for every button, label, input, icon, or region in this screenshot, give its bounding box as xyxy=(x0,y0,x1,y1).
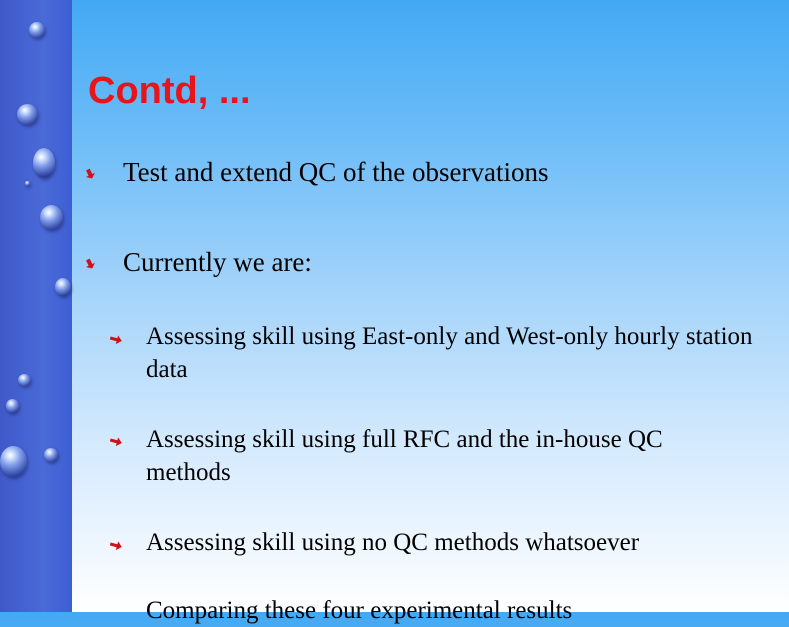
water-drop-icon xyxy=(17,104,38,125)
water-drop-icon xyxy=(40,205,63,230)
slide-title: Contd, ... xyxy=(88,70,251,112)
water-drop-icon xyxy=(29,22,45,38)
water-drop-icon xyxy=(55,278,71,296)
bullet-item: Currently we are: xyxy=(123,247,312,277)
sub-bullet-arrow-icon xyxy=(110,541,122,550)
water-drop-icon xyxy=(44,448,58,462)
water-drop-icon xyxy=(33,148,55,178)
sub-bullet-item: Assessing skill using no QC methods whatsoever xyxy=(146,529,640,556)
sub-bullet-item: Assessing skill using East-only and West-only hourly station data xyxy=(146,323,753,383)
decorative-sidebar xyxy=(0,0,72,612)
water-drop-icon xyxy=(18,374,31,386)
sub-bullet-item: Comparing these four experimental results xyxy=(146,597,573,624)
bullet-item: Test and extend QC of the observations xyxy=(123,157,549,187)
sub-bullet-arrow-icon xyxy=(110,335,122,344)
bullet-arrow-icon xyxy=(85,168,96,180)
bullet-arrow-icon xyxy=(85,258,96,270)
sub-bullet-arrow-icon xyxy=(110,437,122,446)
water-drop-icon xyxy=(0,446,27,477)
water-drop-icon xyxy=(25,181,30,186)
water-drop-icon xyxy=(6,399,19,413)
sub-bullet-item: Assessing skill using full RFC and the in-house QC methods xyxy=(146,426,663,486)
